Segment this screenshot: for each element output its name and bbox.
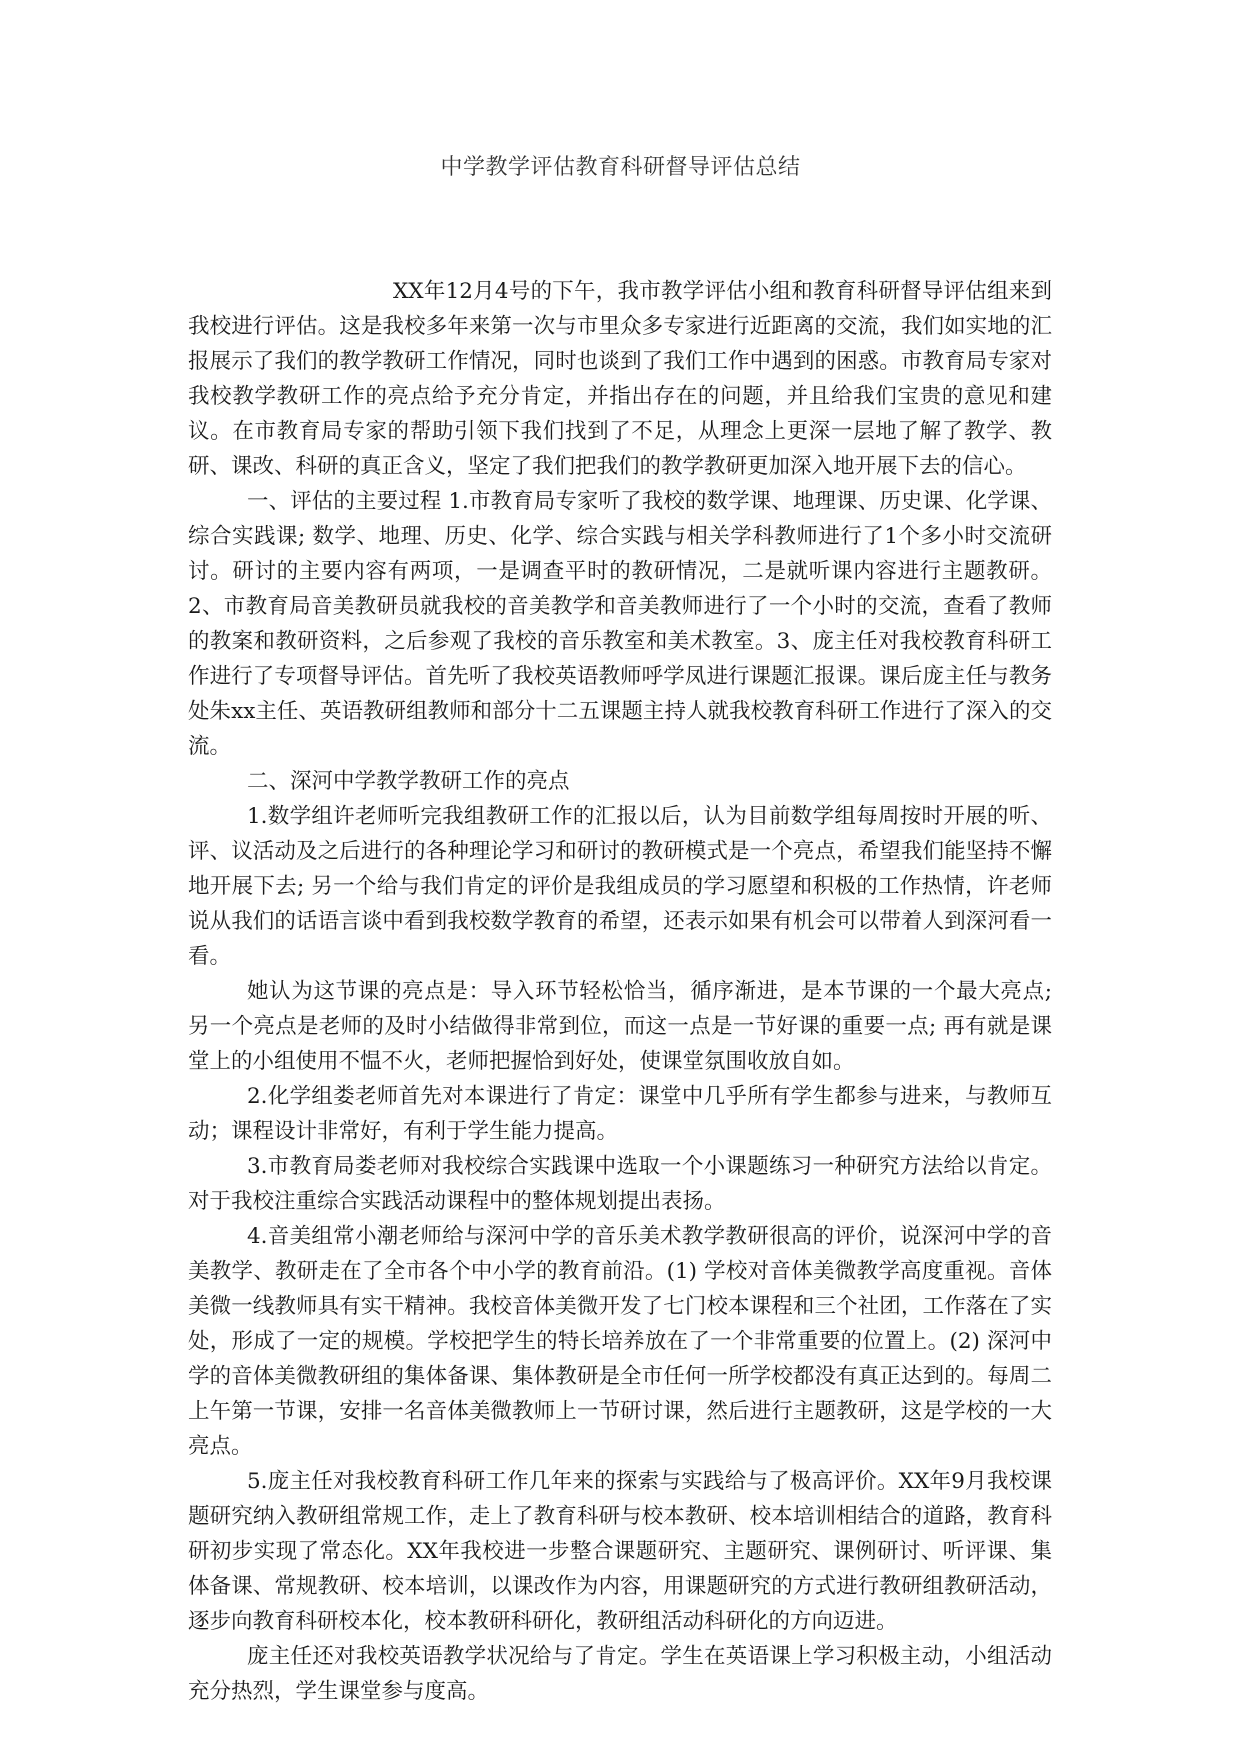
- paragraph-chemistry-group: 2.化学组娄老师首先对本课进行了肯定：课堂中几乎所有学生都参与进来，与教师互动；课程设计非常好，有利于学生能力提高。: [188, 1084, 1052, 1144]
- paragraph-lesson-highlights: 她认为这节课的亮点是：导入环节轻松恰当，循序渐进，是本节课的一个最大亮点; 另一个亮点是老师的及时小结做得非常到位，而这一点是一节好课的重要一点; 再有就是课堂上的小组使用不愠不火，老师把握恰到好处，使课堂氛围收放自如。: [188, 979, 1052, 1074]
- paragraph-english-teaching: 庞主任还对我校英语教学状况给与了肯定。学生在英语课上学习积极主动，小组活动充分热烈，学生课堂参与度高。: [188, 1644, 1052, 1704]
- paragraph-practice-course: 3.市教育局娄老师对我校综合实践课中选取一个小课题练习一种研究方法给以肯定。对于我校注重综合实践活动课程中的整体规划提出表扬。: [188, 1154, 1052, 1214]
- paragraph-intro: XX年12月4号的下午，我市教学评估小组和教育科研督导评估组来到我校进行评估。这是我校多年来第一次与市里众多专家进行近距离的交流，我们如实地的汇报展示了我们的教学教研工作情况，同时也谈到了我们工作中遇到的困惑。市教育局专家对我校教学教研工作的亮点给予充分肯定，并指出存在的问题，并且给我们宝贵的意见和建议。在市教育局专家的帮助引领下我们找到了不足，从理念上更深一层地了解了教学、教研、课改、科研的真正含义，坚定了我们把我们的教学教研更加深入地开展下去的信心。: [188, 279, 1052, 479]
- document-body: [188, 274, 1052, 1709]
- paragraph-process: 一、评估的主要过程 1.市教育局专家听了我校的数学课、地理课、历史课、化学课、综合实践课; 数学、地理、历史、化学、综合实践与相关学科教师进行了1个多小时交流研讨。研讨的主要内容有两项，一是调查平时的教研情况，二是就听课内容进行主题教研。2、市教育局音美教研员就我校的音美教学和音美教师进行了一个小时的交流，查看了教师的教案和教研资料，之后参观了我校的音乐教室和美术教室。3、庞主任对我校教育科研工作进行了专项督导评估。首先听了我校英语教师呼学凤进行课题汇报课。课后庞主任与教务处朱xx主任、英语教研组教师和部分十二五课题主持人就我校教育科研工作进行了深入的交流。: [188, 489, 1052, 759]
- paragraph-music-art-group: 4.音美组常小潮老师给与深河中学的音乐美术教学教研很高的评价，说深河中学的音美教学、教研走在了全市各个中小学的教育前沿。(1) 学校对音体美微教学高度重视。音体美微一线教师具有实干精神。我校音体美微开发了七门校本课程和三个社团，工作落在了实处，形成了一定的规模。学校把学生的特长培养放在了一个非常重要的位置上。(2) 深河中学的音体美微教研组的集体备课、集体教研是全市任何一所学校都没有真正达到的。每周二上午第一节课，安排一名音体美微教师上一节研讨课，然后进行主题教研，这是学校的一大亮点。: [188, 1224, 1052, 1459]
- section-heading-highlights: 二、深河中学教学教研工作的亮点: [247, 769, 570, 794]
- document-title: 中学教学评估教育科研督导评估总结: [440, 155, 801, 180]
- paragraph-research-work: 5.庞主任对我校教育科研工作几年来的探索与实践给与了极高评价。XX年9月我校课题研究纳入教研组常规工作，走上了教育科研与校本教研、校本培训相结合的道路，教育科研初步实现了常态化。XX年我校进一步整合课题研究、主题研究、课例研讨、听评课、集体备课、常规教研、校本培训，以课改作为内容，用课题研究的方式进行教研组教研活动，逐步向教育科研校本化，校本教研科研化，教研组活动科研化的方向迈进。: [188, 1469, 1052, 1634]
- paragraph-math-group: 1.数学组许老师听完我组教研工作的汇报以后，认为目前数学组每周按时开展的听、评、议活动及之后进行的各种理论学习和研讨的教研模式是一个亮点，希望我们能坚持不懈地开展下去; 另一个给与我们肯定的评价是我组成员的学习愿望和积极的工作热情，许老师说从我们的话语言谈中看到我校数学教育的希望，还表示如果有机会可以带着人到深河看一看。: [188, 804, 1052, 969]
